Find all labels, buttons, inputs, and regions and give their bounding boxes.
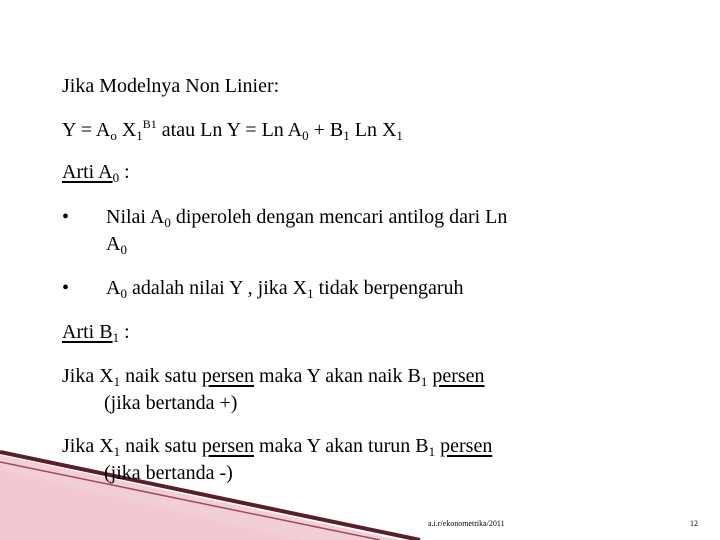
- b1-t3: A: [106, 233, 121, 255]
- para2-line-1: [62, 434, 492, 458]
- arti-a0-colon: :: [119, 161, 130, 183]
- model-equation: [62, 118, 403, 142]
- p1-a: Jika X: [62, 365, 114, 387]
- p1-c: maka Y akan naik B: [254, 365, 421, 387]
- arti-b1-sub: 1: [112, 330, 120, 345]
- p1-persen-1: persen: [201, 365, 255, 387]
- p2-persen-2: persen: [440, 435, 493, 457]
- p1-b: naik satu: [120, 365, 202, 387]
- p2-b: naik satu: [120, 435, 202, 457]
- eq-x1-sub: 1: [396, 128, 403, 143]
- p1-line2: (jika bertanda +): [104, 392, 238, 414]
- p2-persen-1: persen: [201, 435, 255, 457]
- b1-s3: 0: [120, 242, 127, 257]
- p2-line2: (jika bertanda -): [104, 462, 233, 484]
- eq-x: X: [116, 119, 137, 141]
- arti-a0-heading: [62, 160, 130, 184]
- p1-a-sub: 1: [113, 374, 121, 389]
- page-number: 12: [690, 519, 698, 528]
- para1-line-1: [62, 364, 485, 388]
- eq-x-sup: B1: [142, 117, 157, 131]
- b2-s1: 0: [120, 286, 127, 301]
- eq-plus: + B: [308, 119, 344, 141]
- bullet-1-line-1: [106, 205, 507, 229]
- eq-x-sub: 1: [136, 128, 143, 143]
- bullet-2-dot: •: [62, 277, 70, 299]
- p2-a-sub: 1: [113, 444, 121, 459]
- arti-a0-label: Arti A: [62, 161, 113, 183]
- p1-persen-2: persen: [432, 365, 485, 387]
- eq-a-sub: o: [110, 128, 117, 143]
- bullet-1-dot: •: [62, 206, 70, 228]
- b2-t3: tidak berpengaruh: [313, 277, 464, 299]
- arti-b1-colon: :: [119, 321, 130, 343]
- p1-c-sub: 1: [420, 374, 428, 389]
- b1-s1: 0: [164, 215, 171, 230]
- b1-t1: Nilai A: [106, 206, 165, 228]
- para1-line-2: [104, 391, 237, 415]
- eq-y: Y = A: [62, 119, 111, 141]
- p2-c: maka Y akan turun B: [254, 435, 429, 457]
- bullet-1-line-2: [106, 232, 127, 256]
- b1-t2: diperoleh dengan mencari antilog dari Ln: [170, 206, 508, 228]
- eq-lnx: Ln X: [349, 119, 397, 141]
- p2-a: Jika X: [62, 435, 114, 457]
- b2-t1: A: [106, 277, 121, 299]
- bullet-2-line: [106, 276, 464, 300]
- eq-b1-sub: 1: [343, 128, 350, 143]
- arti-b1-label: Arti B: [62, 321, 113, 343]
- slide-heading: [62, 74, 279, 98]
- heading-text: Jika Modelnya Non Linier:: [62, 75, 280, 97]
- para2-line-2: [104, 461, 233, 485]
- arti-b1-heading: [62, 320, 130, 344]
- arti-a0-sub: 0: [112, 170, 120, 185]
- footer-source: a.i.r/ekonometrika/2011: [428, 519, 505, 528]
- eq-mid: atau Ln Y = Ln A: [156, 119, 303, 141]
- b2-s2: 1: [307, 286, 314, 301]
- p2-c-sub: 1: [428, 444, 436, 459]
- eq-a0-sub: 0: [302, 128, 309, 143]
- b2-t2: adalah nilai Y , jika X: [126, 277, 308, 299]
